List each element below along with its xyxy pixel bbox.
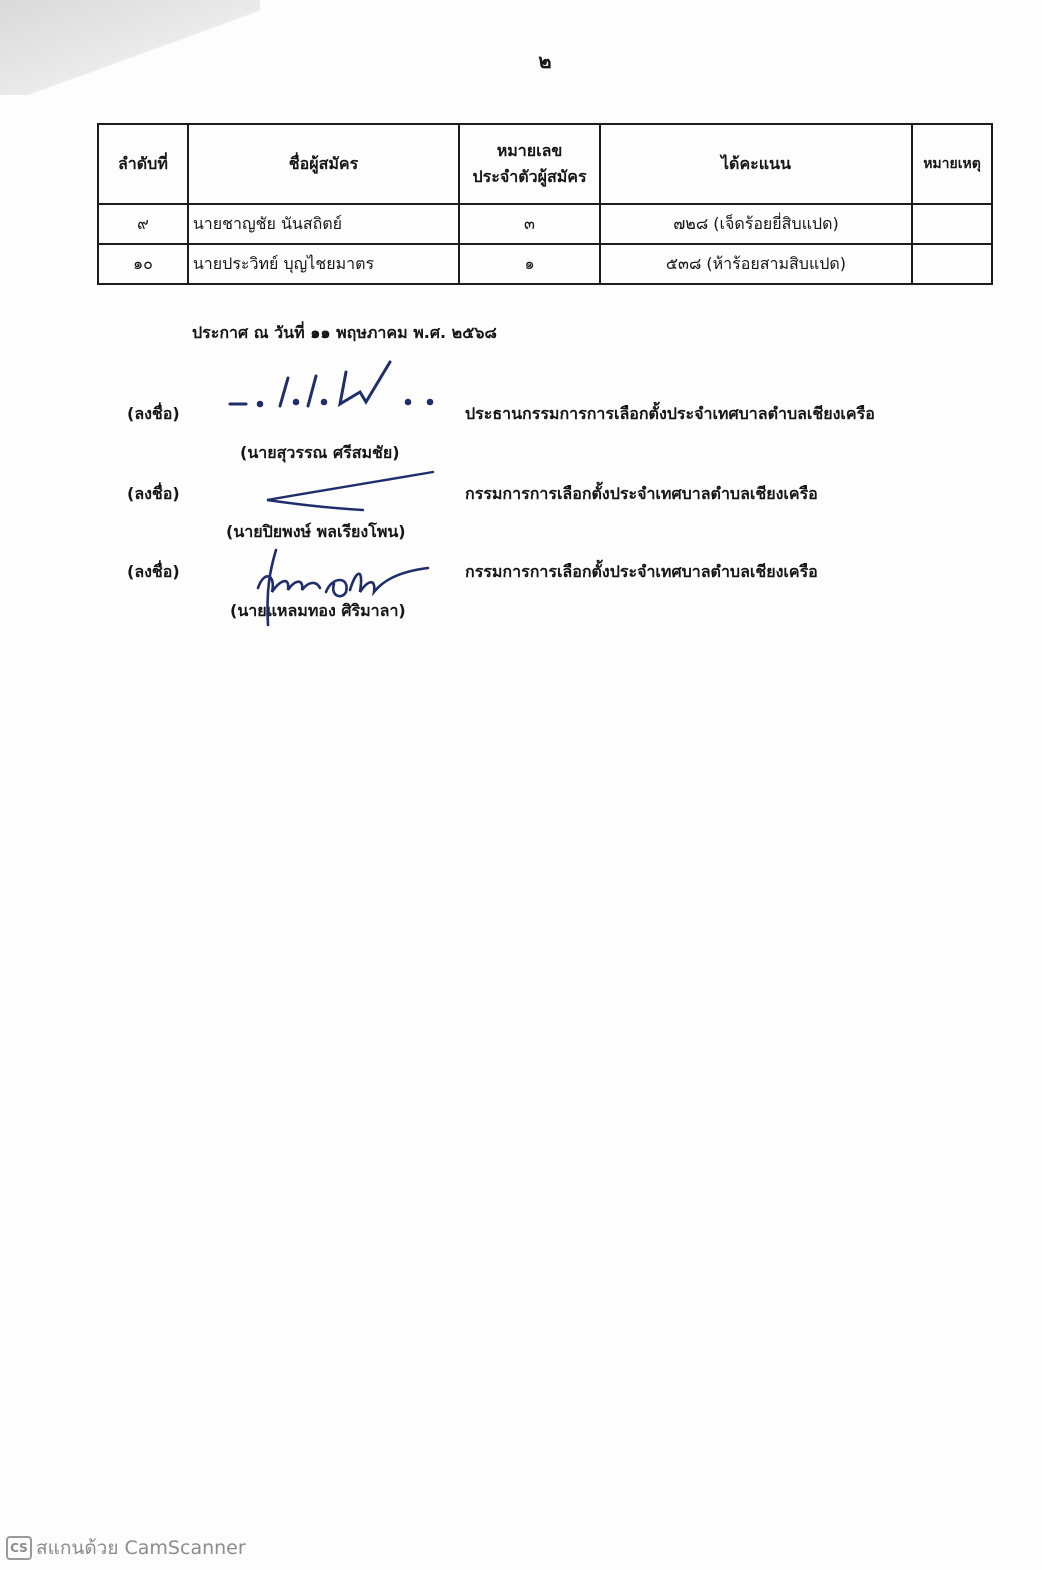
camscanner-text: สแกนด้วย CamScanner bbox=[36, 1537, 246, 1559]
page-number: ๒ bbox=[538, 49, 552, 73]
header-number-line1: หมายเลข bbox=[496, 141, 563, 161]
signature-title: ประธานกรรมการการเลือกตั้งประจำเทศบาลตำบลเชียงเครือ bbox=[465, 404, 875, 423]
results-table bbox=[97, 123, 993, 285]
header-number-line2: ประจำตัวผู้สมัคร bbox=[472, 167, 587, 186]
cell-score: ๗๒๘ (เจ็ดร้อยยี่สิบแปด) bbox=[600, 204, 912, 244]
camscanner-logo-icon: CS bbox=[6, 1536, 32, 1560]
cell-order: ๙ bbox=[98, 204, 188, 244]
cell-remark bbox=[912, 244, 992, 284]
signature-label: (ลงชื่อ) bbox=[127, 562, 180, 581]
header-order: ลำดับที่ bbox=[98, 124, 188, 204]
header-name: ชื่อผู้สมัคร bbox=[188, 124, 459, 204]
camscanner-watermark bbox=[6, 1533, 246, 1563]
signature-image bbox=[255, 466, 440, 516]
signature-name: (นายแหลมทอง ศิริมาลา) bbox=[230, 601, 406, 620]
signature-name: (นายปิยพงษ์ พลเรียงโพน) bbox=[226, 522, 406, 541]
cell-name: นายชาญชัย นันสถิตย์ bbox=[188, 204, 459, 244]
cell-number: ๑ bbox=[459, 244, 600, 284]
table-header-row bbox=[98, 124, 992, 204]
header-remark: หมายเหตุ bbox=[912, 124, 992, 204]
cell-name: นายประวิทย์ บุญไชยมาตร bbox=[188, 244, 459, 284]
signature-title: กรรมการการเลือกตั้งประจำเทศบาลตำบลเชียงเครือ bbox=[465, 484, 818, 503]
cell-score: ๕๓๘ (ห้าร้อยสามสิบแปด) bbox=[600, 244, 912, 284]
cell-remark bbox=[912, 204, 992, 244]
signature-title: กรรมการการเลือกตั้งประจำเทศบาลตำบลเชียงเครือ bbox=[465, 562, 818, 581]
signature-label: (ลงชื่อ) bbox=[127, 404, 180, 423]
cell-order: ๑๐ bbox=[98, 244, 188, 284]
cell-number: ๓ bbox=[459, 204, 600, 244]
header-score: ได้คะแนน bbox=[600, 124, 912, 204]
signature-label: (ลงชื่อ) bbox=[127, 484, 180, 503]
scan-corner-shadow bbox=[0, 0, 260, 95]
header-number bbox=[459, 124, 600, 204]
table-row bbox=[98, 244, 992, 284]
signature-image bbox=[222, 358, 442, 414]
table-row bbox=[98, 204, 992, 244]
signature-image bbox=[246, 540, 431, 630]
signature-name: (นายสุวรรณ ศรีสมชัย) bbox=[240, 443, 400, 462]
announcement-date: ประกาศ ณ วันที่ ๑๑ พฤษภาคม พ.ศ. ๒๕๖๘ bbox=[192, 323, 497, 342]
